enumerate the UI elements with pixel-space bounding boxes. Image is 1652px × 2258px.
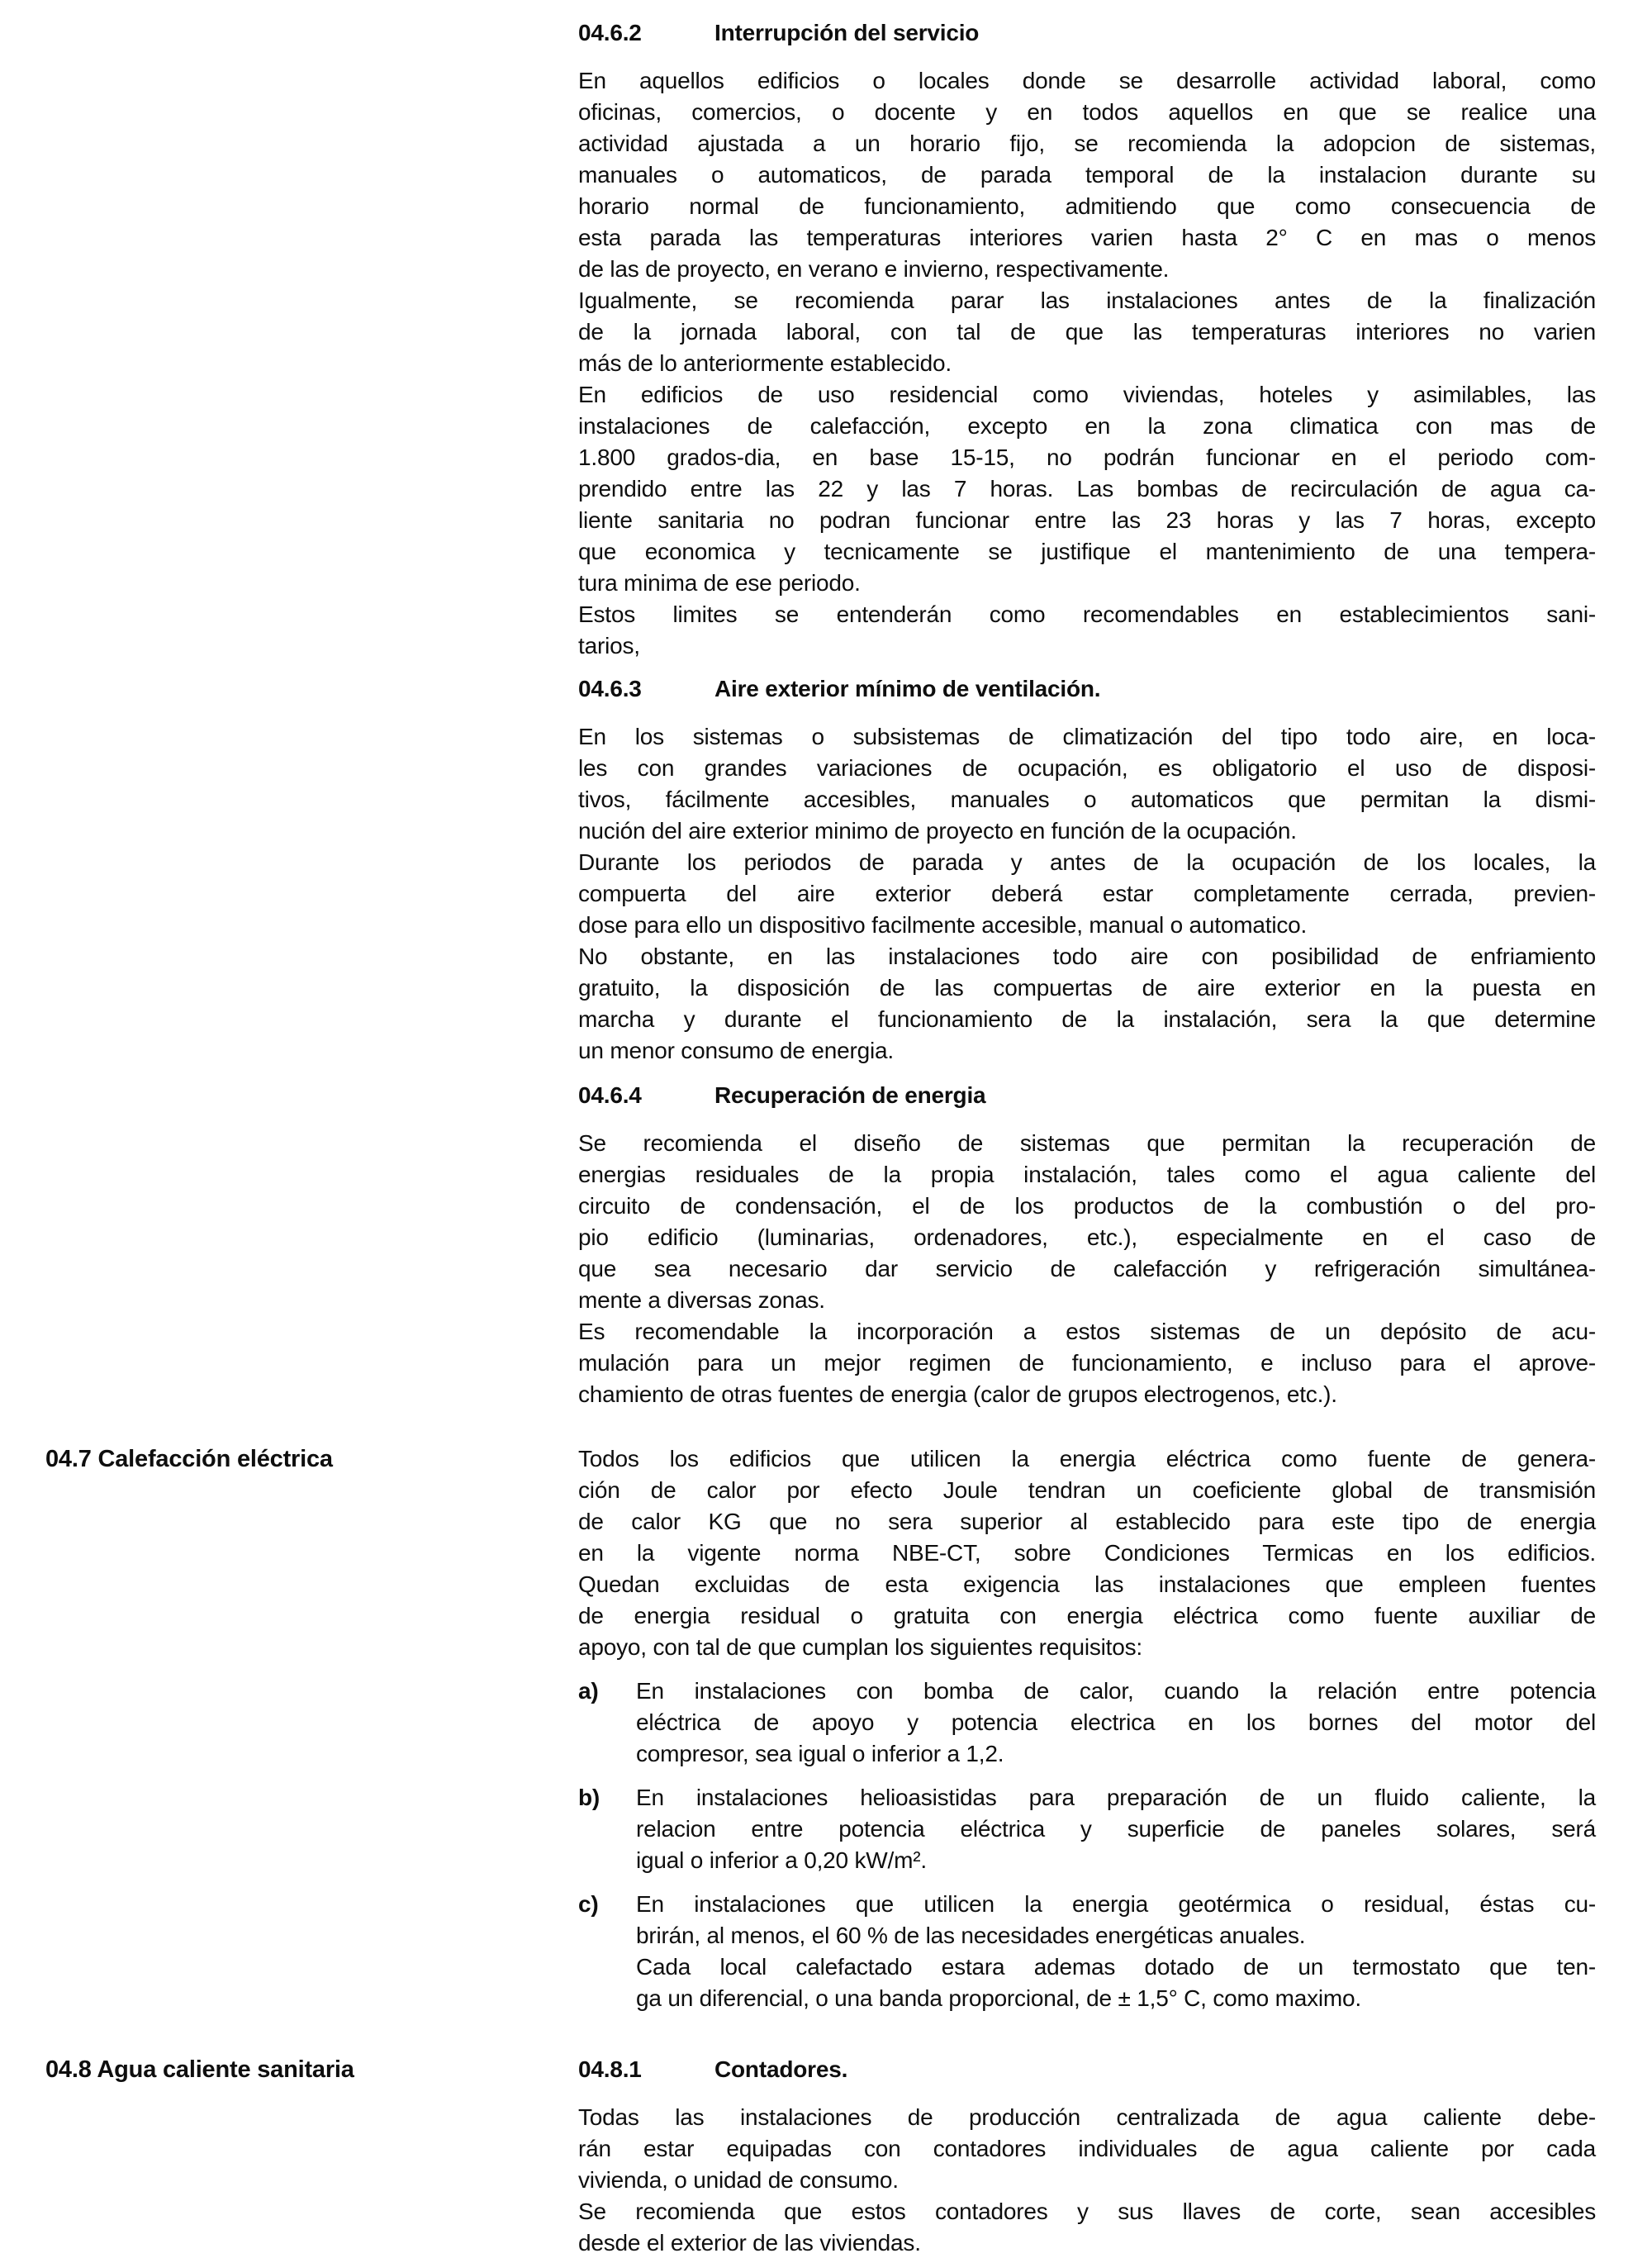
text-block — [578, 599, 1596, 662]
text-block — [636, 1889, 1596, 1951]
text-block — [578, 379, 1596, 599]
text-line: Todos los edificios que utilicen la energia eléctrica como fuente de genera- — [578, 1446, 1596, 1471]
margin-heading-calefaccion-electrica: 04.7 Calefacción eléctrica — [45, 1446, 333, 1472]
text-block — [578, 2102, 1596, 2196]
text-line: Se recomienda el diseño de sistemas que permitan la recuperación de — [578, 1130, 1596, 1156]
text-line: Igualmente, se recomienda parar las instalaciones antes de la finalización — [578, 288, 1596, 313]
text-line: que sea necesario dar servicio de calefacción y refrigeración simultánea- — [578, 1256, 1596, 1281]
subsection-number: 04.8.1 — [578, 2056, 642, 2082]
text-line: liente sanitaria no podran funcionar entre las 23 horas y las 7 horas, excepto — [578, 507, 1596, 533]
text-line: tarios, — [578, 633, 640, 658]
text-line: rán estar equipadas con contadores individuales de agua caliente por cada — [578, 2136, 1596, 2161]
text-line: chamiento de otras fuentes de energia (calor de grupos electrogenos, etc.). — [578, 1381, 1337, 1407]
text-line: gratuito, la disposición de las compuertas de aire exterior en la puesta en — [578, 975, 1596, 1001]
text-block — [578, 2196, 1596, 2258]
text-block — [578, 847, 1596, 941]
paragraph-blocks — [578, 65, 1596, 662]
text-line: pio edificio (luminarias, ordenadores, etc.), especialmente en el caso de — [578, 1224, 1596, 1250]
section-04-6-2-interrupcion-del-servicio — [0, 17, 1652, 662]
text-line: En edificios de uso residencial como viviendas, hoteles y asimilables, las — [578, 382, 1596, 407]
text-line: energias residuales de la propia instalación, tales como el agua caliente del — [578, 1162, 1596, 1187]
text-block — [578, 1443, 1596, 1663]
text-line: de calor KG que no sera superior al establecido para este tipo de energia — [578, 1509, 1596, 1534]
text-line: brirán, al menos, el 60 % de las necesidades energéticas anuales. — [636, 1923, 1306, 1948]
text-line: No obstante, en las instalaciones todo aire con posibilidad de enfriamiento — [578, 944, 1596, 969]
item-c-label: c) — [578, 1891, 599, 1917]
text-line: En instalaciones que utilicen la energia geotérmica o residual, éstas cu- — [636, 1891, 1596, 1917]
subsection-heading-04-6-3 — [578, 673, 1596, 705]
text-line: tivos, fácilmente accesibles, manuales o automaticos que permitan la dismi- — [578, 787, 1596, 812]
section-04-8-agua-caliente-sanitaria — [0, 2054, 1652, 2258]
text-line: igual o inferior a 0,20 kW/m². — [636, 1847, 927, 1873]
text-line: relacion entre potencia eléctrica y superficie de paneles solares, será — [636, 1816, 1596, 1842]
text-line: Todas las instalaciones de producción centralizada de agua caliente debe- — [578, 2104, 1596, 2130]
text-line: les con grandes variaciones de ocupación, es obligatorio el uso de disposi- — [578, 755, 1596, 781]
paragraph-blocks — [578, 1128, 1596, 1410]
text-line: circuito de condensación, el de los productos de la combustión o del pro- — [578, 1193, 1596, 1219]
list-item-b — [578, 1782, 1596, 1876]
item-c-text — [636, 1889, 1596, 2014]
item-a-label: a) — [578, 1678, 599, 1704]
text-block — [578, 285, 1596, 379]
text-block — [578, 721, 1596, 847]
paragraph-blocks — [578, 721, 1596, 1067]
text-line: compuerta del aire exterior deberá estar completamente cerrada, previen- — [578, 881, 1596, 906]
item-b-label: b) — [578, 1785, 601, 1810]
body-column — [578, 673, 1596, 1067]
text-line: tura minima de ese periodo. — [578, 570, 861, 596]
body-column — [578, 2054, 1596, 2258]
text-line: horario normal de funcionamiento, admitiendo que como consecuencia de — [578, 193, 1596, 219]
text-line: Se recomienda que estos contadores y sus llaves de corte, sean accesibles — [578, 2199, 1596, 2224]
text-block — [578, 1316, 1596, 1410]
section-04-6-3-aire-exterior-minimo — [0, 673, 1652, 1067]
text-line: En instalaciones helioasistidas para preparación de un fluido caliente, la — [636, 1785, 1596, 1810]
paragraph-blocks — [578, 2102, 1596, 2258]
subsection-heading-04-6-2 — [578, 17, 1596, 49]
text-line: Quedan excluidas de esta exigencia las instalaciones que empleen fuentes — [578, 1571, 1596, 1597]
body-column — [578, 1443, 1596, 2014]
text-block — [636, 1676, 1596, 1770]
margin-heading-agua-caliente-sanitaria: 04.8 Agua caliente sanitaria — [45, 2056, 354, 2083]
text-line: desde el exterior de las viviendas. — [578, 2230, 921, 2256]
lettered-item-list — [578, 1676, 1596, 2014]
list-item-c — [578, 1889, 1596, 2014]
text-line: instalaciones de calefacción, excepto en la zona climatica con mas de — [578, 413, 1596, 439]
text-line: En aquellos edificios o locales donde se desarrolle actividad laboral, como — [578, 68, 1596, 93]
subsection-title: Recuperación de energia — [714, 1082, 986, 1108]
subsection-heading-04-8-1 — [578, 2054, 1596, 2085]
text-line: ción de calor por efecto Joule tendran un coeficiente global de transmisión — [578, 1477, 1596, 1503]
text-block — [578, 1128, 1596, 1316]
text-line: esta parada las temperaturas interiores varien hasta 2° C en mas o menos — [578, 225, 1596, 250]
body-column — [578, 17, 1596, 662]
text-line: un menor consumo de energia. — [578, 1038, 894, 1063]
text-line: apoyo, con tal de que cumplan los siguientes requisitos: — [578, 1634, 1143, 1660]
text-line: en la vigente norma NBE-CT, sobre Condiciones Termicas en los edificios. — [578, 1540, 1596, 1566]
text-line: 1.800 grados-dia, en base 15-15, no podrán funcionar en el periodo com- — [578, 444, 1596, 470]
text-line: En instalaciones con bomba de calor, cuando la relación entre potencia — [636, 1678, 1596, 1704]
text-block — [636, 1951, 1596, 2014]
item-b-text — [636, 1782, 1596, 1876]
text-line: Durante los periodos de parada y antes de la ocupación de los locales, la — [578, 849, 1596, 875]
text-line: compresor, sea igual o inferior a 1,2. — [636, 1741, 1004, 1766]
body-column — [578, 1080, 1596, 1410]
text-line: mente a diversas zonas. — [578, 1287, 825, 1313]
subsection-heading-04-6-4 — [578, 1080, 1596, 1111]
text-line: que economica y tecnicamente se justifique el mantenimiento de una tempera- — [578, 539, 1596, 564]
text-line: de las de proyecto, en verano e invierno, respectivamente. — [578, 256, 1170, 282]
subsection-number: 04.6.3 — [578, 676, 642, 701]
text-line: ga un diferencial, o una banda proporcional, de ± 1,5° C, como maximo. — [636, 1985, 1361, 2011]
subsection-number: 04.6.4 — [578, 1082, 642, 1108]
text-line: oficinas, comercios, o docente y en todos aquellos en que se realice una — [578, 99, 1596, 125]
text-line: mulación para un mejor regimen de funcionamiento, e incluso para el aprove- — [578, 1350, 1596, 1376]
text-line: de energia residual o gratuita con energia eléctrica como fuente auxiliar de — [578, 1603, 1596, 1628]
text-block — [578, 941, 1596, 1067]
subsection-title: Interrupción del servicio — [714, 20, 980, 45]
subsection-title: Contadores. — [714, 2056, 848, 2082]
subsection-number: 04.6.2 — [578, 20, 642, 45]
text-line: de la jornada laboral, con tal de que las temperaturas interiores no varien — [578, 319, 1596, 345]
text-line: vivienda, o unidad de consumo. — [578, 2167, 899, 2193]
section-04-6-4-recuperacion-energia — [0, 1080, 1652, 1410]
text-line: Estos limites se entenderán como recomendables en establecimientos sani- — [578, 601, 1596, 627]
text-line: nución del aire exterior minimo de proyecto en función de la ocupación. — [578, 818, 1297, 844]
section-04-7-calefaccion-electrica — [0, 1443, 1652, 2014]
text-line: marcha y durante el funcionamiento de la instalación, sera la que determine — [578, 1006, 1596, 1032]
text-block — [578, 65, 1596, 285]
list-item-a — [578, 1676, 1596, 1770]
text-line: dose para ello un dispositivo facilmente accesible, manual o automatico. — [578, 912, 1308, 938]
text-block — [636, 1782, 1596, 1876]
text-line: Cada local calefactado estara ademas dotado de un termostato que ten- — [636, 1954, 1596, 1980]
text-line: eléctrica de apoyo y potencia electrica en los bornes del motor del — [636, 1709, 1596, 1735]
text-line: prendido entre las 22 y las 7 horas. Las bombas de recirculación de agua ca- — [578, 476, 1596, 502]
item-a-text — [636, 1676, 1596, 1770]
subsection-title: Aire exterior mínimo de ventilación. — [714, 676, 1101, 701]
text-line: manuales o automaticos, de parada temporal de la instalacion durante su — [578, 162, 1596, 188]
text-line: actividad ajustada a un horario fijo, se recomienda la adopcion de sistemas, — [578, 131, 1596, 156]
paragraph-blocks — [578, 1443, 1596, 1663]
text-line: En los sistemas o subsistemas de climatización del tipo todo aire, en loca- — [578, 724, 1596, 749]
text-line: más de lo anteriormente establecido. — [578, 350, 952, 376]
text-line: Es recomendable la incorporación a estos sistemas de un depósito de acu- — [578, 1319, 1596, 1344]
